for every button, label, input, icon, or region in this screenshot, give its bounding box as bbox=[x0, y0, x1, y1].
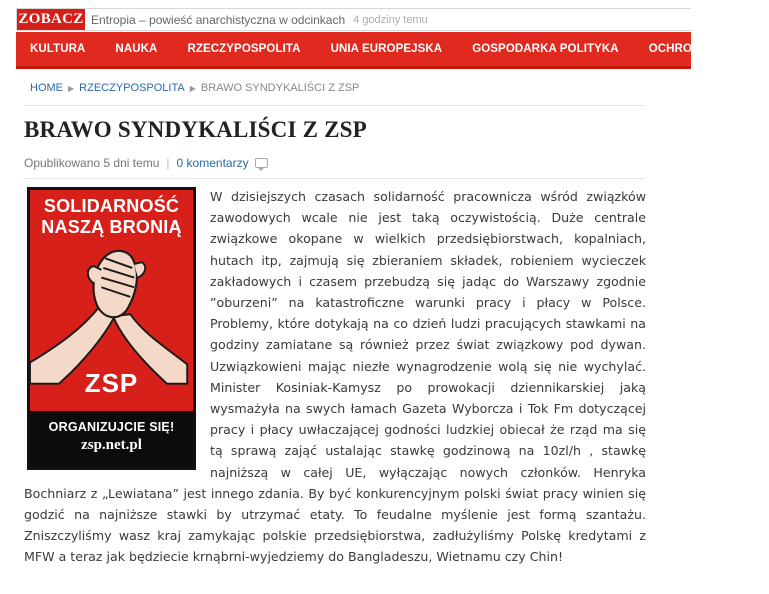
nav-item-nauka[interactable]: NAUKA bbox=[115, 43, 158, 55]
published-date: Opublikowano 5 dni temu bbox=[24, 156, 160, 170]
breadcrumb-current: BRAWO SYNDYKALIŚCI Z ZSP bbox=[200, 82, 360, 94]
divider bbox=[24, 105, 644, 106]
poster-headline-line1: SOLIDARNOŚĆ bbox=[43, 196, 180, 216]
main-navigation bbox=[16, 32, 755, 69]
nav-item-kultura[interactable]: KULTURA bbox=[30, 43, 86, 55]
divider bbox=[24, 178, 644, 179]
breadcrumb-arrow-icon: ▶ bbox=[189, 83, 196, 93]
image-float-spacer bbox=[24, 186, 210, 480]
news-ticker bbox=[16, 8, 691, 31]
breadcrumb-home-link[interactable]: HOME bbox=[30, 82, 63, 94]
poster-headline-line2: NASZĄ BRONIĄ bbox=[41, 217, 182, 237]
comment-icon[interactable] bbox=[255, 158, 268, 168]
nav-item-rzeczypospolita[interactable]: RZECZYPOSPOLITA bbox=[187, 43, 301, 55]
ticker-headline-link[interactable]: Entropia – powieść anarchistyczna w odcinkach bbox=[91, 12, 346, 27]
nav-item-gospodarka-polityka[interactable]: GOSPODARKA POLITYKA bbox=[472, 43, 619, 55]
ticker-time: 4 godziny temu bbox=[353, 13, 428, 26]
article-body bbox=[24, 186, 646, 568]
ticker-badge: ZOBACZ bbox=[17, 9, 85, 30]
breadcrumb bbox=[30, 82, 359, 94]
poster-logo: ZSP bbox=[84, 368, 139, 398]
article-title: BRAWO SYNDYKALIŚCI Z ZSP bbox=[24, 117, 367, 142]
breadcrumb-arrow-icon: ▶ bbox=[68, 83, 75, 93]
breadcrumb-category-link[interactable]: RZECZYPOSPOLITA bbox=[79, 82, 185, 94]
poster-website: zsp.net.pl bbox=[81, 437, 142, 453]
nav-item-ochrona-srodowiska[interactable]: OCHRONA ŚRODO bbox=[648, 43, 755, 55]
poster-slogan: ORGANIZUJCIE SIĘ! bbox=[48, 420, 175, 434]
nav-item-unia-europejska[interactable]: UNIA EUROPEJSKA bbox=[330, 43, 443, 55]
article-body-text: W dzisiejszych czasach solidarność pracownicza wśród związków zawodowych wcale nie jest taką oczywistością. Duże centrale związkowe okopane w wielkich przedsiębiorstwach, kopalniach, hutach itp, zajmują się zbieraniem składek, robieniem wycieczek zakładowych i czasem przebudzą się jadąc do Warszawy zgodnie ”oburzeni” na katastroficzne warunki pracy i płacy w Polsce. Problemy, które dotykają na co dzień ludzi pracujących stawkami na godziny zamiatane są również przez świat związkowy pod dywan. Uzwiązkowieni mając niezłe wynagrodzenie wolą się nie wychylać. Minister Kosiniak-Kamysz po prowokacji dziennikarskiej jaką wysmażyła na swych łamach Gazeta Wyborcza i Tok Fm dotyczącej pracy i płacy uwłaczającej godności ludzkiej obiecał że rząd ma się tą sprawą zająć ustalając stawkę godzinową na 10zl/h , stawkę najniższą w całej UE, wyłączając nowych członków. Henryka Bochniarz z „Lewiatana” jest innego zdania. By być konkurencyjnym polski świat pracy winien się godzić na najniższe stawki by utrzymać etaty. To feudalne myślenie jest formą szantażu. Zniszczyliśmy wasz kraj zamykając polskie przedsiębiorstwa, zadłużyliśmy Polskę kredytami z MFW a teraz jak będziecie krnąbrni-wyjedziemy do Bangladeszu, Wietnamu czy Chin! bbox=[24, 189, 646, 565]
meta-divider: | bbox=[166, 156, 170, 170]
article-meta bbox=[24, 156, 268, 170]
comments-link[interactable]: 0 komentarzy bbox=[176, 156, 249, 170]
